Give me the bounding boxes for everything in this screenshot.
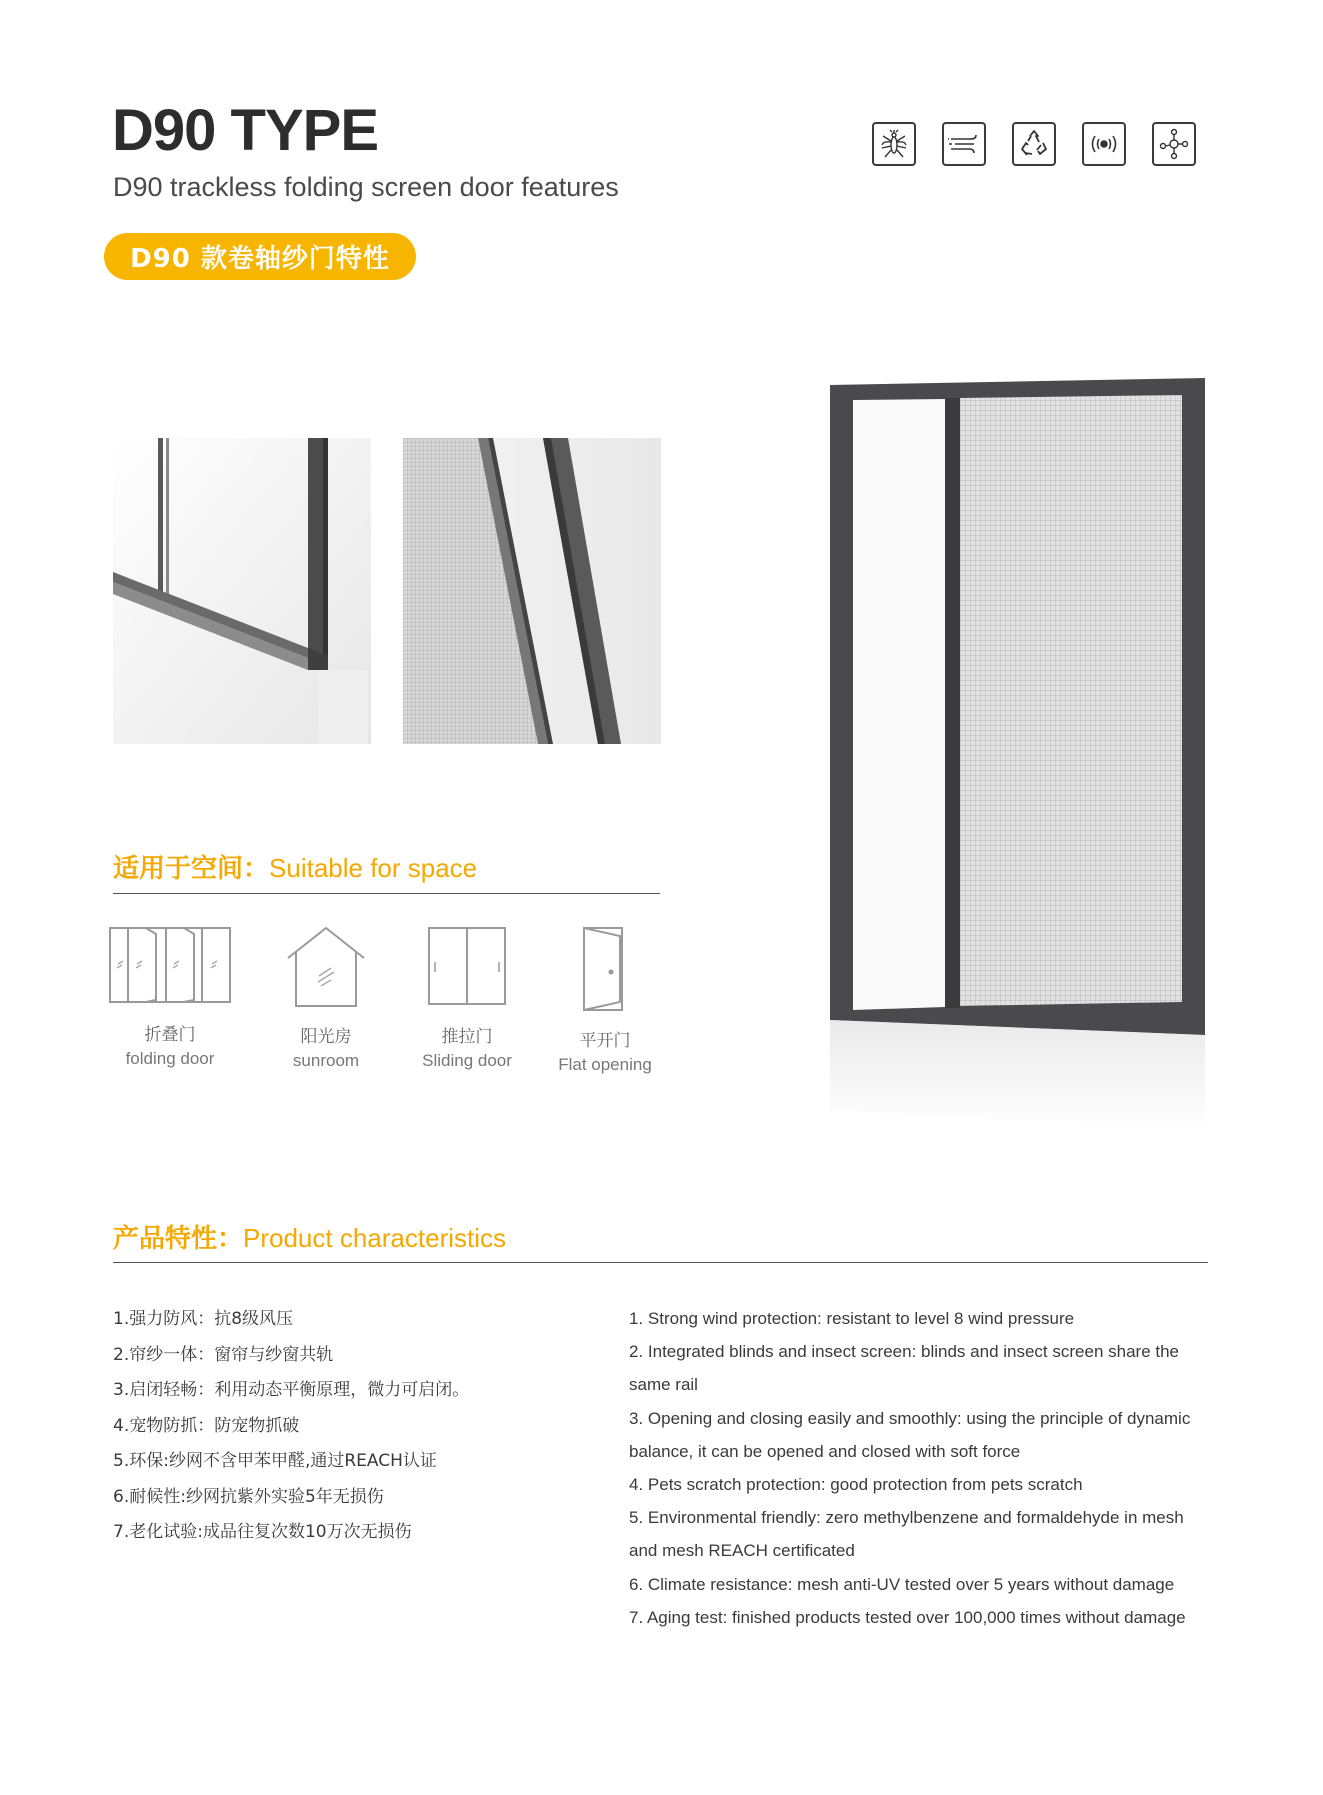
list-item: 1.强力防风：抗8级风压 xyxy=(113,1309,294,1329)
characteristics-heading-cn: 产品特性： xyxy=(113,1224,244,1254)
feature-icons xyxy=(872,122,1196,166)
space-item-flat-opening xyxy=(535,926,675,1075)
space-item-folding-door xyxy=(100,926,240,1069)
page-title: D90 TYPE xyxy=(112,98,378,163)
recycle-icon xyxy=(1012,122,1056,166)
suitable-space-heading xyxy=(113,848,477,885)
mesh-edge-detail-photo xyxy=(403,438,661,744)
list-item: 1. Strong wind protection: resistant to level 8 wind pressure xyxy=(629,1309,1075,1328)
wind-icon xyxy=(942,122,986,166)
product-badge: D90 款卷轴纱门特性 xyxy=(104,233,416,280)
space-item-sunroom xyxy=(256,926,396,1071)
list-item: 3. Opening and closing easily and smoothly: using the principle of dynamic balance, it can be opened and closed with soft force xyxy=(629,1408,1191,1461)
product-door-photo xyxy=(820,370,1220,1130)
sliding-door-icon xyxy=(427,926,507,1008)
sunroom-icon xyxy=(286,926,366,1008)
space-item-en: folding door xyxy=(125,1049,215,1068)
space-item-cn: 阳光房 xyxy=(300,1027,352,1047)
list-item: 2.帘纱一体：窗帘与纱窗共轨 xyxy=(113,1344,334,1365)
list-item: 3.启闭轻畅：利用动态平衡原理，微力可启闭。 xyxy=(113,1380,470,1400)
sound-wave-icon xyxy=(1082,122,1126,166)
space-item-cn: 平开门 xyxy=(579,1031,631,1051)
flat-opening-door-icon xyxy=(580,926,630,1012)
space-item-sliding-door xyxy=(397,926,537,1071)
list-item: 2. Integrated blinds and insect screen: blinds and insect screen share the same rail xyxy=(629,1342,1180,1395)
characteristics-heading xyxy=(113,1218,506,1255)
list-item: 6.耐候性:纱网抗紫外实验5年无损伤 xyxy=(113,1486,384,1507)
list-item: 5.环保:纱网不含甲苯甲醛,通过REACH认证 xyxy=(113,1451,437,1471)
space-item-en: Flat opening xyxy=(558,1055,652,1074)
space-item-cn: 推拉门 xyxy=(441,1027,493,1047)
characteristics-divider xyxy=(113,1262,1208,1263)
characteristics-heading-en: Product characteristics xyxy=(243,1223,506,1253)
frame-corner-detail-photo xyxy=(113,438,371,744)
suitable-space-heading-en: Suitable for space xyxy=(269,853,478,883)
list-item: 7. Aging test: finished products tested over 100,000 times without damage xyxy=(629,1607,1186,1627)
list-item: 6. Climate resistance: mesh anti-UV tested over 5 years without damage xyxy=(629,1574,1175,1594)
molecule-icon xyxy=(1152,122,1196,166)
list-item: 5. Environmental friendly: zero methylbenzene and formaldehyde in mesh and mesh REACH certificated xyxy=(629,1508,1184,1561)
list-item: 4. Pets scratch protection: good protection from pets scratch xyxy=(629,1475,1083,1495)
space-item-en: Sliding door xyxy=(422,1051,512,1070)
mosquito-icon xyxy=(872,122,916,166)
suitable-space-heading-cn: 适用于空间： xyxy=(113,854,270,884)
characteristics-list-en xyxy=(629,1302,1199,1634)
space-item-cn: 折叠门 xyxy=(144,1025,196,1045)
list-item: 4.宠物防抓：防宠物抓破 xyxy=(113,1415,300,1436)
space-item-en: sunroom xyxy=(292,1051,360,1070)
characteristics-list-cn xyxy=(113,1302,469,1551)
suitable-space-divider xyxy=(113,893,660,894)
list-item: 7.老化试验:成品往复次数10万次无损伤 xyxy=(113,1522,412,1542)
page-subtitle: D90 trackless folding screen door features xyxy=(113,172,619,202)
folding-door-icon xyxy=(108,926,232,1006)
